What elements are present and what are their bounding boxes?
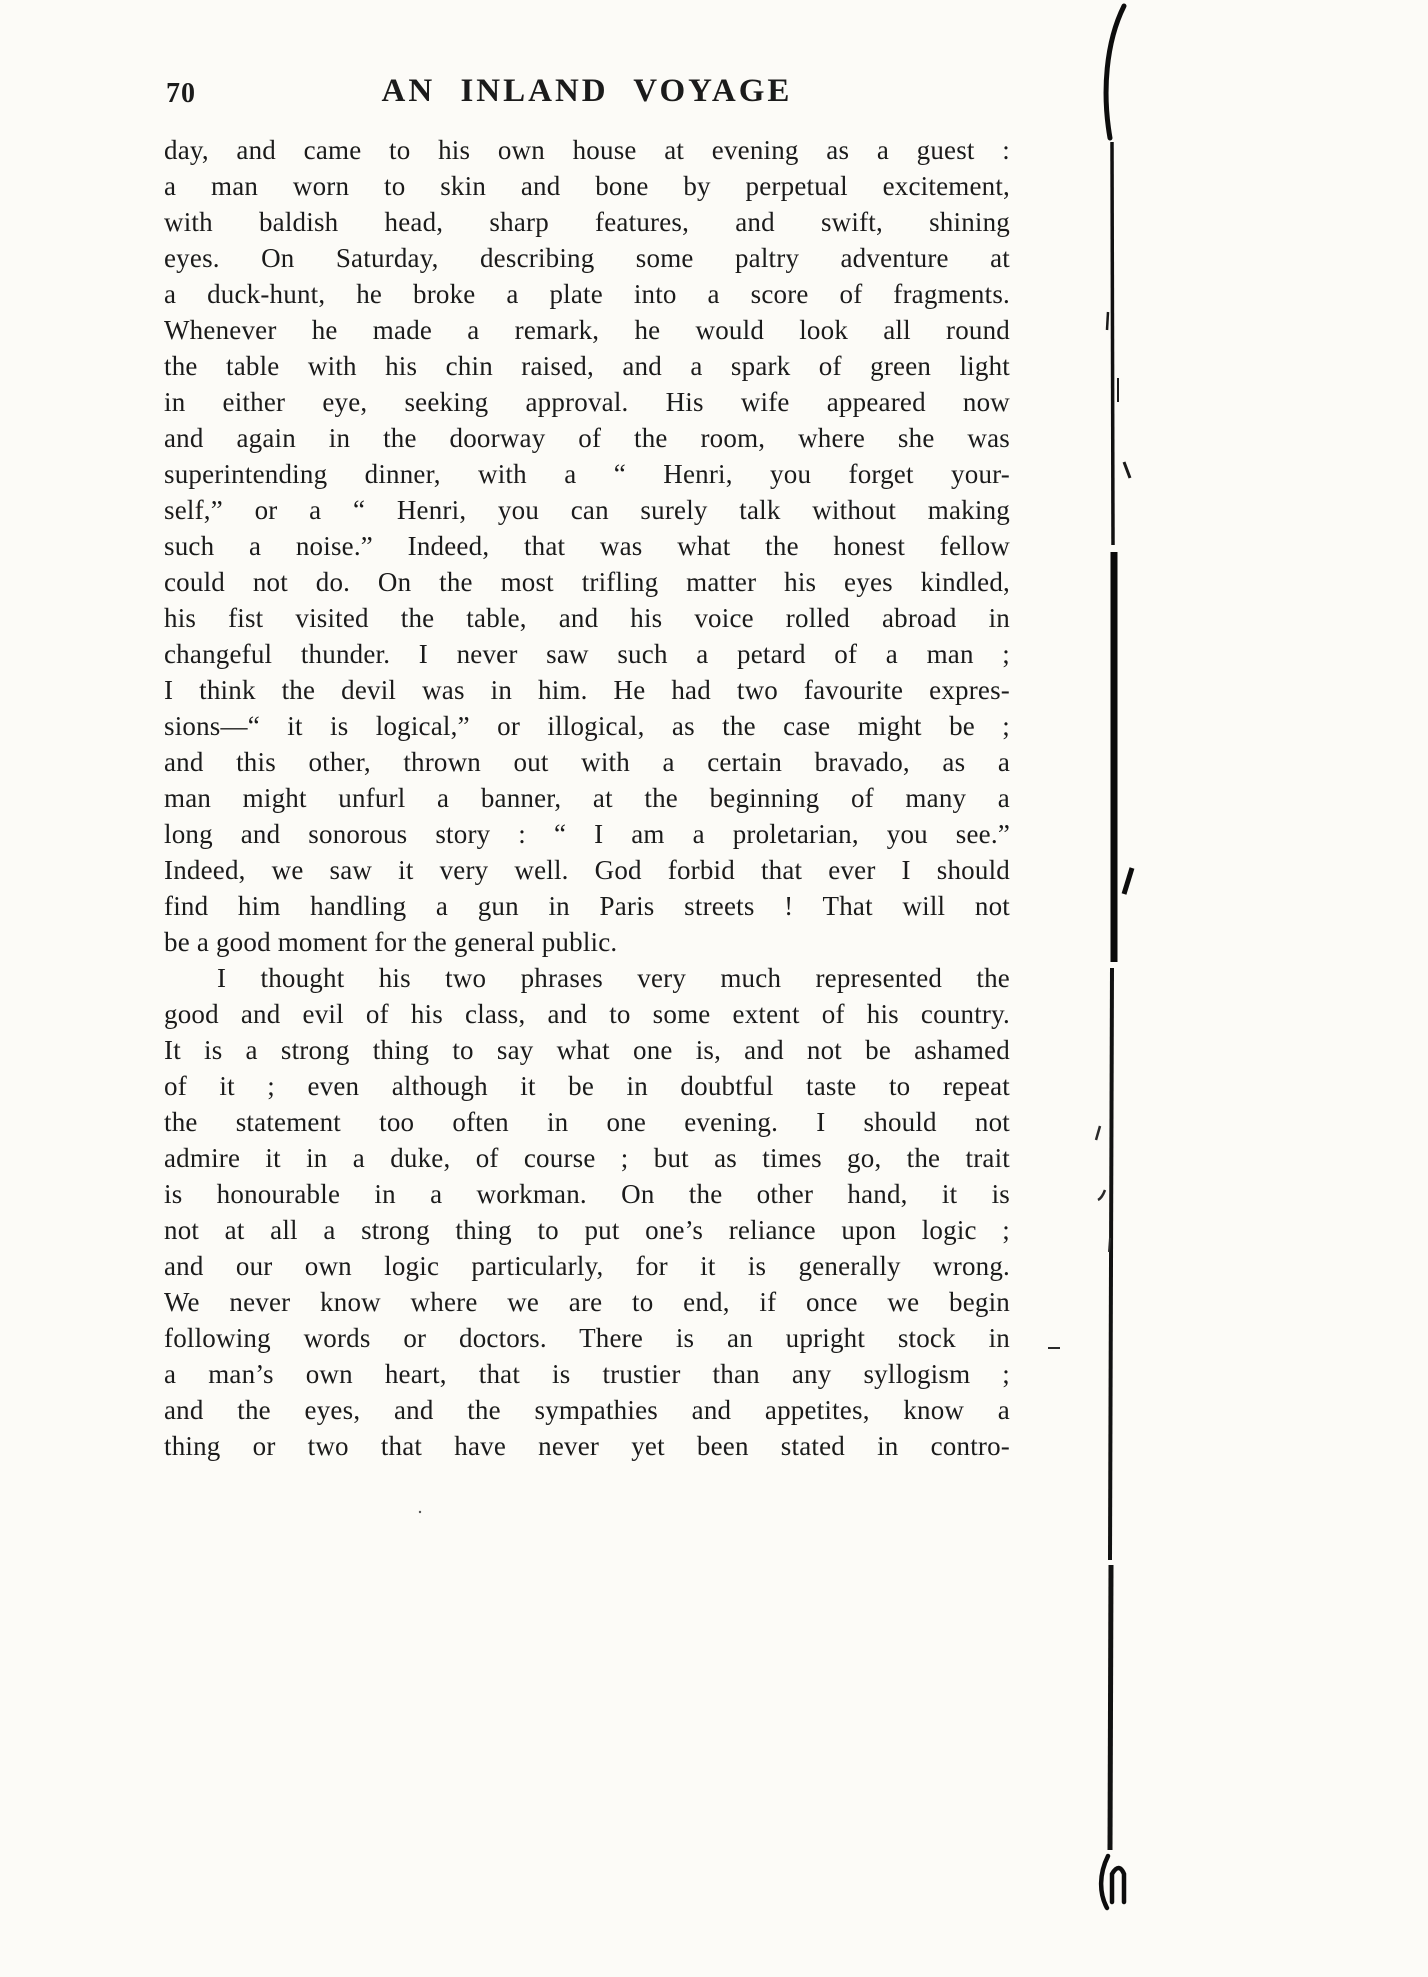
- text-line: long and sonorous story : “ I am a proletarian, you see.”: [164, 819, 1010, 849]
- text-line: superintending dinner, with a “ Henri, you forget your-: [164, 459, 1010, 489]
- text-line: could not do. On the most trifling matter his eyes kindled,: [164, 567, 1010, 597]
- text-block: [164, 68, 1010, 1464]
- text-line: I thought his two phrases very much represented the: [217, 963, 1010, 993]
- text-line: and the eyes, and the sympathies and appetites, know a: [164, 1395, 1010, 1425]
- text-line: It is a strong thing to say what one is, and not be ashamed: [164, 1035, 1010, 1065]
- text-line: I think the devil was in him. He had two favourite expres-: [164, 675, 1010, 705]
- text-line: in either eye, seeking approval. His wife appeared now: [164, 387, 1010, 417]
- text-line: of it ; even although it be in doubtful taste to repeat: [164, 1071, 1010, 1101]
- text-line: a man’s own heart, that is trustier than any syllogism ;: [164, 1359, 1010, 1389]
- text-line: and again in the doorway of the room, where she was: [164, 423, 1010, 453]
- text-line: self,” or a “ Henri, you can surely talk without making: [164, 495, 1010, 525]
- text-line: find him handling a gun in Paris streets ! That will not: [164, 891, 1010, 921]
- text-line: changeful thunder. I never saw such a petard of a man ;: [164, 639, 1010, 669]
- text-line: admire it in a duke, of course ; but as times go, the trait: [164, 1143, 1010, 1173]
- text-line: the statement too often in one evening. I should not: [164, 1107, 1010, 1137]
- text-line: good and evil of his class, and to some extent of his country.: [164, 999, 1010, 1029]
- text-line: thing or two that have never yet been stated in contro-: [164, 1431, 1010, 1461]
- text-line: sions—“ it is logical,” or illogical, as the case might be ;: [164, 711, 1010, 741]
- text-line: and our own logic particularly, for it is generally wrong.: [164, 1251, 1010, 1281]
- page-number: 70: [166, 78, 196, 109]
- text-line: a duck-hunt, he broke a plate into a score of fragments.: [164, 279, 1010, 309]
- paragraph: [164, 960, 1010, 1464]
- text-line: a man worn to skin and bone by perpetual excitement,: [164, 171, 1010, 201]
- text-line: with baldish head, sharp features, and swift, shining: [164, 207, 1010, 237]
- paragraph: [164, 132, 1010, 960]
- text-line: eyes. On Saturday, describing some paltry adventure at: [164, 243, 1010, 273]
- text-line: such a noise.” Indeed, that was what the honest fellow: [164, 531, 1010, 561]
- text-line: is honourable in a workman. On the other hand, it is: [164, 1179, 1010, 1209]
- text-line: be a good moment for the general public.: [164, 927, 618, 957]
- text-line: Indeed, we saw it very well. God forbid that ever I should: [164, 855, 1010, 885]
- text-line: man might unfurl a banner, at the beginning of many a: [164, 783, 1010, 813]
- text-line: and this other, thrown out with a certain bravado, as a: [164, 747, 1010, 777]
- text-line: day, and came to his own house at evening as a guest :: [164, 135, 1010, 165]
- text-line: not at all a strong thing to put one’s reliance upon logic ;: [164, 1215, 1010, 1245]
- text-line: his fist visited the table, and his voice rolled abroad in: [164, 603, 1010, 633]
- text-line: following words or doctors. There is an upright stock in: [164, 1323, 1010, 1353]
- page-header: [164, 68, 1010, 116]
- text-line: Whenever he made a remark, he would look all round: [164, 315, 1010, 345]
- running-title: AN INLAND VOYAGE: [381, 73, 793, 109]
- text-line: the table with his chin raised, and a spark of green light: [164, 351, 1010, 381]
- body-text: [164, 132, 1010, 1464]
- text-line: We never know where we are to end, if once we begin: [164, 1287, 1010, 1317]
